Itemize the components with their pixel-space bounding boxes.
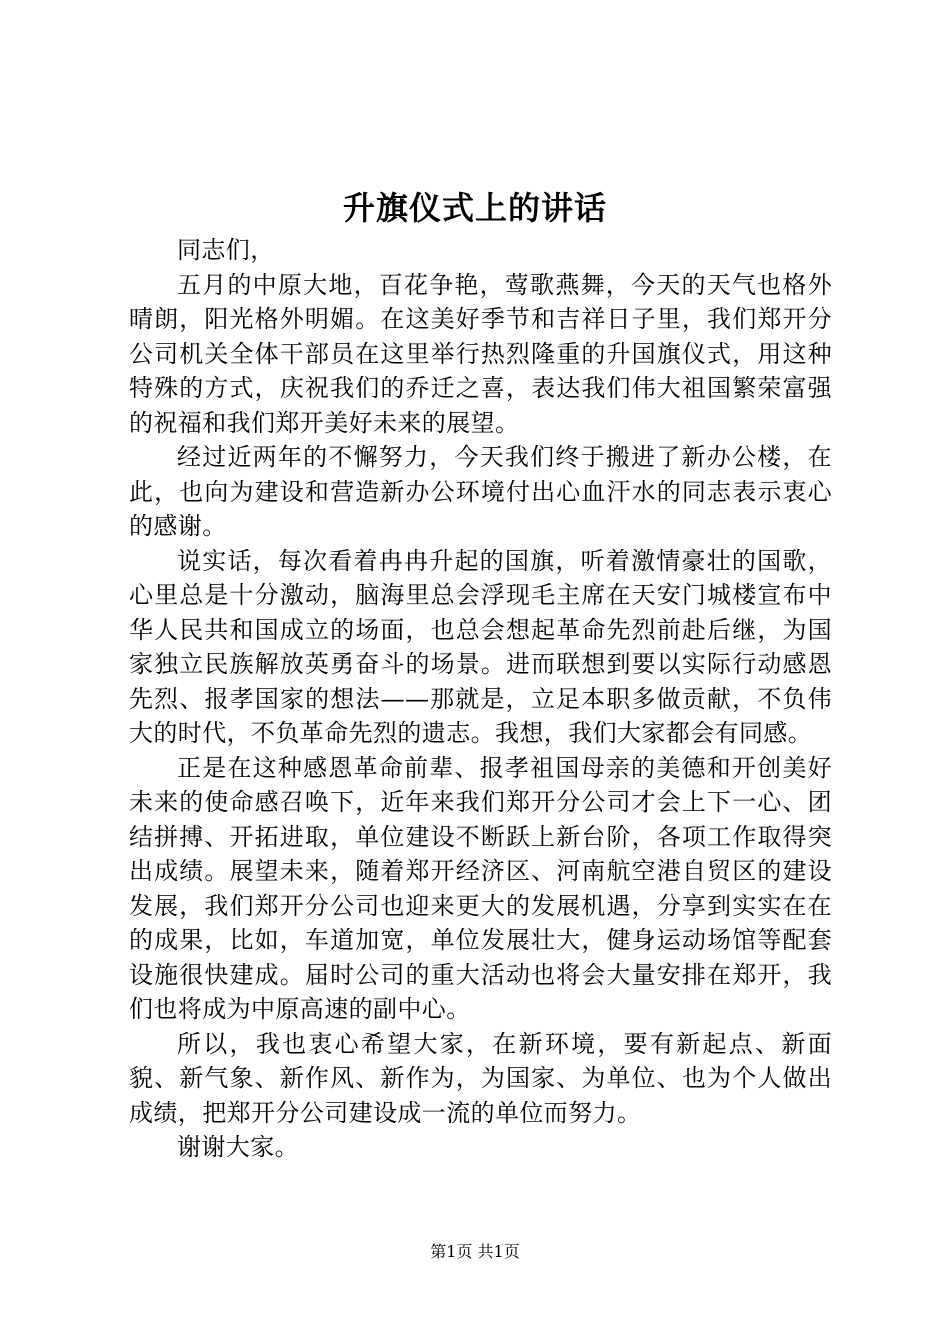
page-number-footer: 第1页 共1页 [430,1242,520,1261]
document-title: 升旗仪式上的讲话 [342,189,607,227]
document-body [129,233,832,1165]
paragraph-2: 经过近两年的不懈努力，今天我们终于搬进了新办公楼，在此，也向为建设和营造新办公环境付出心血汗水的同志表示衷心的感谢。 [129,443,832,540]
paragraph-5: 所以，我也衷心希望大家，在新环境，要有新起点、新面貌、新气象、新作风、新作为，为国家、为单位、也为个人做出成绩，把郑开分公司建设成一流的单位而努力。 [129,1029,832,1127]
paragraph-3: 说实话，每次看着冉冉升起的国旗，听着激情豪壮的国歌，心里总是十分激动，脑海里总会浮现毛主席在天安门城楼宣布中华人民共和国成立的场面，也总会想起革命先烈前赴后继，为国家独立民族解放英勇奋斗的场景。进而联想到要以实际行动感恩先烈、报孝国家的想法——那就是，立足本职多做贡献，不负伟大的时代，不负革命先烈的遗志。我想，我们大家都会有同感。 [129,546,832,747]
paragraph-1: 五月的中原大地，百花争艳，莺歌燕舞，今天的天气也格外晴朗，阳光格外明媚。在这美好季节和吉祥日子里，我们郑开分公司机关全体干部员在这里举行热烈隆重的升国旗仪式，用这种特殊的方式，庆祝我们的乔迁之喜，表达我们伟大祖国繁荣富强的祝福和我们郑开美好未来的展望。 [129,270,832,437]
closing: 谢谢大家。 [177,1133,299,1161]
salutation: 同志们， [177,236,275,264]
paragraph-4: 正是在这种感恩革命前辈、报孝祖国母亲的美德和开创美好未来的使命感召唤下，近年来我们郑开分公司才会上下一心、团结拼搏、开拓进取，单位建设不断跃上新台阶，各项工作取得突出成绩。展望未来，随着郑开经济区、河南航空港自贸区的建设发展，我们郑开分公司也迎来更大的发展机遇，分享到实实在在的成果，比如，车道加宽，单位发展壮大，健身运动场馆等配套设施很快建成。届时公司的重大活动也将会大量安排在郑开，我们也将成为中原高速的副中心。 [129,753,832,1023]
